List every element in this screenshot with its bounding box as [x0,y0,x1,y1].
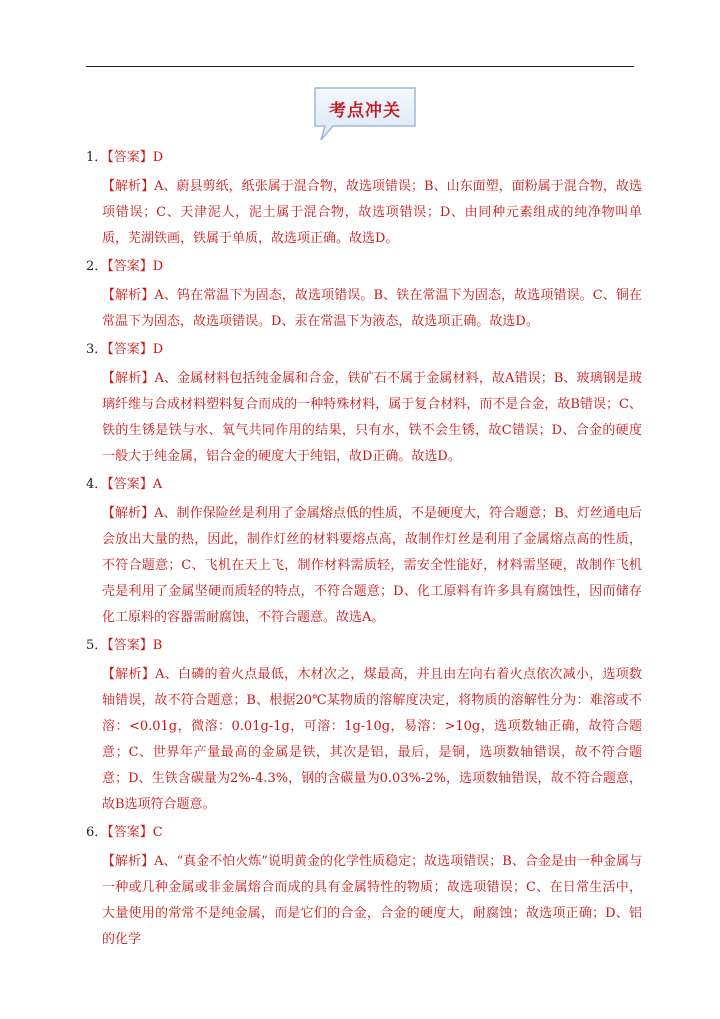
analysis-body: A、金属材料包括纯金属和合金，铁矿石不属于金属材料，故A错误；B、玻璃钢是玻璃纤维与合成材料塑料复合而成的一种特殊材料，属于复合材料，而不是合金，故B错误；C、铁的生锈是铁与水、氧气共同作用的结果，只有水，铁不会生锈，故C错误；D、合金的硬度一般大于纯金属，铝合金的硬度大于纯铝，故D正确。故选D。 [102,371,642,464]
list-item [86,255,642,335]
answer-label: 【答案】 [107,150,153,165]
analysis-text [86,849,642,953]
list-item [86,338,642,470]
answer-value: D [152,150,164,165]
analysis-label: 【解析】 [102,371,155,386]
answer-value: D [152,342,164,357]
item-number: 1． [86,150,108,165]
answer-value: A [152,477,163,492]
analysis-body: A、制作保险丝是利用了金属熔点低的性质，不是硬度大，符合题意；B、灯丝通电后会放出大量的热，因此，制作灯丝的材料要熔点高，故制作灯丝是利用了金属熔点高的性质，不符合题意；C、飞机在天上飞，制作材料需质轻，需安全性能好，材料需坚硬，故制作飞机壳是利用了金属坚硬而质轻的特点，不符合题意；D、化工原料有许多具有腐蚀性，因而储存化工原料的容器需耐腐蚀，不符合题意。故选A。 [102,506,642,625]
item-number: 3． [86,342,108,357]
answer-label: 【答案】 [107,825,153,840]
answer-label: 【答案】 [107,638,153,653]
analysis-body: A、蔚县剪纸，纸张属于混合物，故选项错误；B、山东面塑，面粉属于混合物，故选项错误；C、天津泥人，泥土属于混合物，故选项错误；D、由同种元素组成的纯净物叫单质，芜湖铁画，铁属于单质，故选项正确。故选D。 [102,179,642,246]
item-number: 4． [86,477,108,492]
analysis-text [86,662,642,818]
analysis-label: 【解析】 [102,667,156,682]
answer-label: 【答案】 [107,342,153,357]
list-item [86,634,642,818]
answer-label: 【答案】 [107,477,153,492]
analysis-label: 【解析】 [102,288,155,303]
answer-line [86,338,642,362]
answer-list [86,146,642,956]
answer-line [86,255,642,279]
list-item [86,146,642,252]
answer-line [86,473,642,497]
analysis-text [86,174,642,252]
analysis-body: A、白磷的着火点最低，木材次之，煤最高，并且由左向右着火点依次减小，选项数轴错误，故不符合题意；B、根据20℃某物质的溶解度决定，将物质的溶解性分为：难溶或不溶：<0.01g，微溶：0.01g-1g，可溶：1g-10g，易溶：>10g，选项数轴正确，故符合题意；C、世界年产量最高的金属是铁，其次是铝，最后，是铜，选项数轴错误，故不符合题意；D、生铁含碳量为2%-4.3%，钢的含碳量为0.03%-2%，选项数轴错误，故不符合题意，故B选项符合题意。 [102,667,642,812]
analysis-label: 【解析】 [102,179,155,194]
answer-line [86,634,642,658]
answer-line [86,821,642,845]
list-item [86,473,642,631]
analysis-label: 【解析】 [102,854,155,869]
answer-value: B [152,638,163,653]
analysis-text [86,283,642,335]
item-number: 6． [86,825,108,840]
answer-value: D [152,259,164,274]
analysis-label: 【解析】 [102,506,155,521]
item-number: 2． [86,259,108,274]
analysis-body: A、“真金不怕火炼”说明黄金的化学性质稳定；故选项错误；B、合金是由一种金属与一种或几种金属或非金属熔合而成的具有金属特性的物质；故选项错误；C、在日常生活中，大量使用的常常不是纯金属，而是它们的合金，合金的硬度大，耐腐蚀；故选项正确；D、铝的化学 [102,854,642,947]
header-rule [86,66,634,67]
item-number: 5． [86,638,108,653]
answer-value: C [152,825,163,840]
analysis-body: A、钨在常温下为固态，故选项错误。B、铁在常温下为固态，故选项错误。C、铜在常温下为固态，故选项错误。D、汞在常温下为液态，故选项正确。故选D。 [102,288,642,329]
answer-label: 【答案】 [107,259,153,274]
answer-line [86,146,642,170]
section-banner [313,86,417,142]
banner-title: 考点冲关 [329,101,401,121]
analysis-text [86,366,642,470]
list-item [86,821,642,953]
analysis-text [86,501,642,631]
